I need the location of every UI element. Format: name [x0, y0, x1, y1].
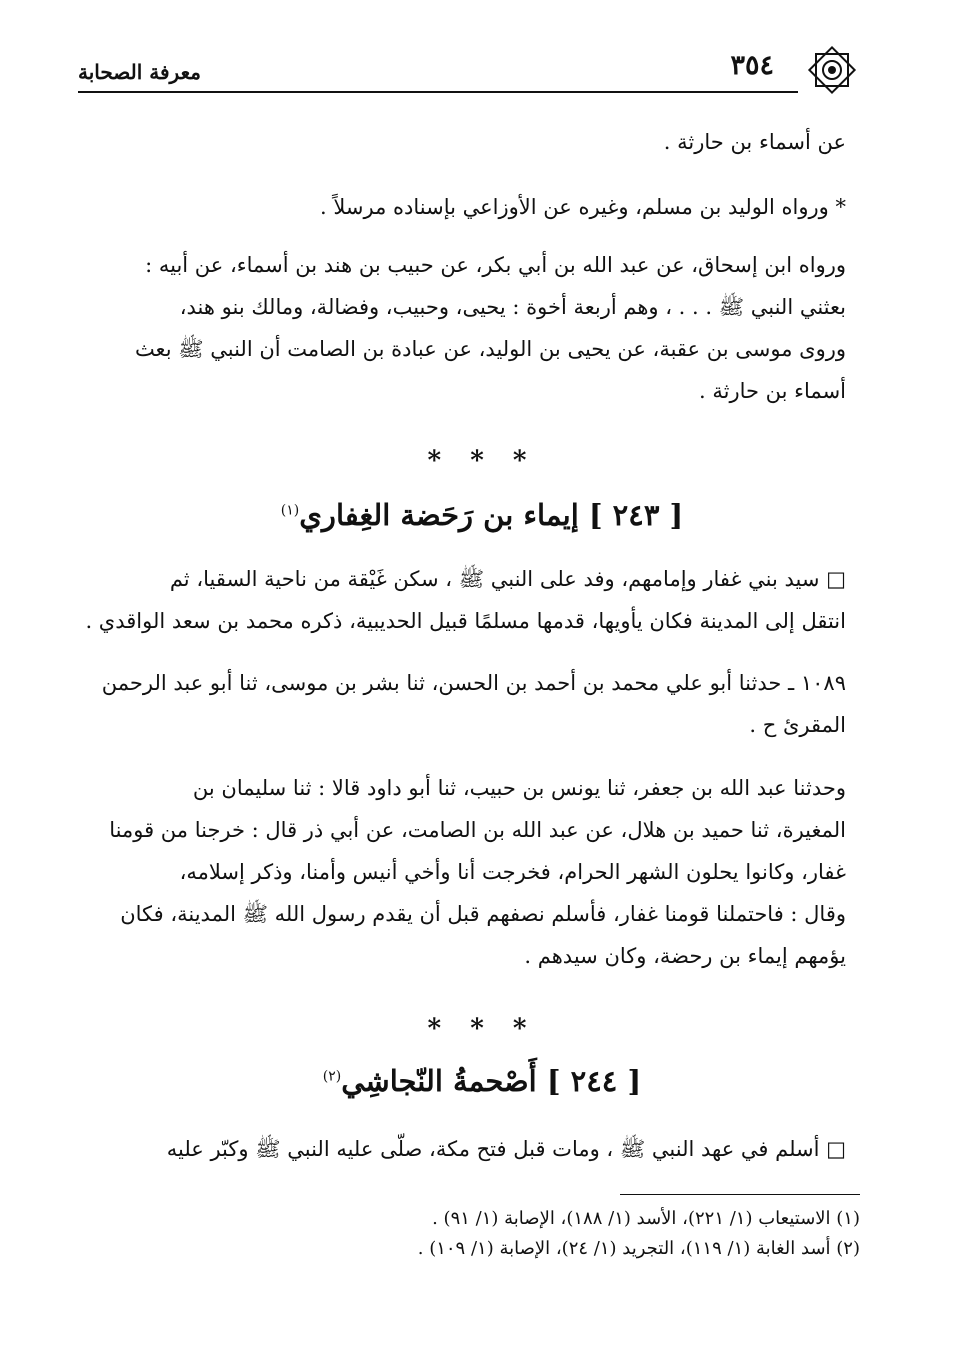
paragraph-6 — [96, 767, 846, 977]
paragraph-4 — [85, 558, 846, 642]
footnote-2: (٢) أسد الغابة (١/ ١١٩)، التجريد (١/ ٢٤)، الإصابة (١/ ١٠٩) . — [417, 1238, 860, 1259]
page-header — [78, 40, 858, 100]
section-heading-243 — [0, 498, 964, 532]
section-heading-244 — [0, 1064, 964, 1098]
header-rule — [78, 91, 798, 93]
paragraph-7 — [96, 1128, 846, 1170]
section-separator-stars: * * * — [427, 446, 537, 476]
text-line: عن أسماء بن حارثة . — [663, 130, 846, 154]
section-separator-stars: * * * — [427, 1014, 537, 1044]
footnote-ref-1: (١) — [280, 502, 300, 519]
footnote-rule — [620, 1194, 860, 1195]
text-line: انتقل إلى المدينة فكان يأويها، قدمها مسلمًا قبيل الحديبية، ذكره محمد بن سعد الواقدي . — [85, 609, 846, 633]
footnote-1: (١) الاستيعاب (١/ ٢٢١)، الأسد (١/ ١٨٨)، الإصابة (١/ ٩١) . — [432, 1208, 860, 1229]
footnote-ref-2: (٢) — [322, 1068, 342, 1085]
text-line: أسماء بن حارثة . — [699, 379, 846, 403]
text-line: المقرئ ح . — [749, 713, 846, 737]
octagram-ornament-icon — [806, 44, 858, 96]
text-line: □ سيد بني غفار وإمامهم، وفد على النبي ﷺ ، سكن غَيْقة من ناحية السقيا، ثم — [169, 567, 846, 591]
text-line: وروى موسى بن عقبة، عن يحيى بن الوليد، عن عبادة بن الصامت أن النبي ﷺ بعث — [134, 337, 846, 361]
text-line: بعثني النبي ﷺ . . . ، وهم أربعة أخوة : يحيى، وحبيب، وفضالة، ومالك بنو هند، — [179, 295, 846, 319]
paragraph-3 — [96, 244, 846, 412]
paragraph-1 — [96, 121, 846, 163]
text-line: وقال : فاحتملنا قومنا غفار، فأسلم نصفهم قبل أن يقدم رسول الله ﷺ المدينة، فكان — [120, 902, 846, 926]
text-line: * ورواه الوليد بن مسلم، وغيره عن الأوزاعي بإسناده مرسلاً . — [320, 195, 846, 219]
text-line: ورواه ابن إسحاق، عن عبد الله بن أبي بكر، عن حبيب بن هند بن أسماء، عن أبيه : — [145, 253, 846, 277]
book-title: معرفة الصحابة — [78, 60, 201, 84]
page-number: ٣٥٤ — [730, 50, 774, 81]
text-line: □ أسلم في عهد النبي ﷺ ، ومات قبل فتح مكة، صلّى عليه النبي ﷺ وكبّر عليه — [166, 1137, 846, 1161]
text-line: يؤمهم إيماء بن رحضة، وكان سيدهم . — [524, 944, 846, 968]
paragraph-5 — [96, 662, 846, 746]
text-line: المغيرة، ثنا حميد بن هلال، عن عبد الله بن الصامت، عن أبي ذر قال : خرجنا من قومنا — [109, 818, 846, 842]
heading-text: [ ٢٤٣ ] إيماء بن رَحَضة الغِفاري — [299, 498, 684, 532]
text-line: وحدثنا عبد الله بن جعفر، ثنا يونس بن حبيب، ثنا أبو داود قالا : ثنا سليمان بن — [192, 776, 846, 800]
heading-text: [ ٢٤٤ ] أَصْحمةُ النّجاشِي — [341, 1064, 642, 1098]
text-line: ١٠٨٩ ـ حدثنا أبو علي محمد بن أحمد بن الحسن، ثنا بشر بن موسى، ثنا أبو عبد الرحمن — [101, 671, 846, 695]
paragraph-2 — [96, 186, 846, 228]
footnotes — [100, 1204, 860, 1264]
text-line: غفار، وكانوا يحلون الشهر الحرام، فخرجت أنا وأخي أنيس وأمنا، وذكر إسلامه، — [179, 860, 846, 884]
